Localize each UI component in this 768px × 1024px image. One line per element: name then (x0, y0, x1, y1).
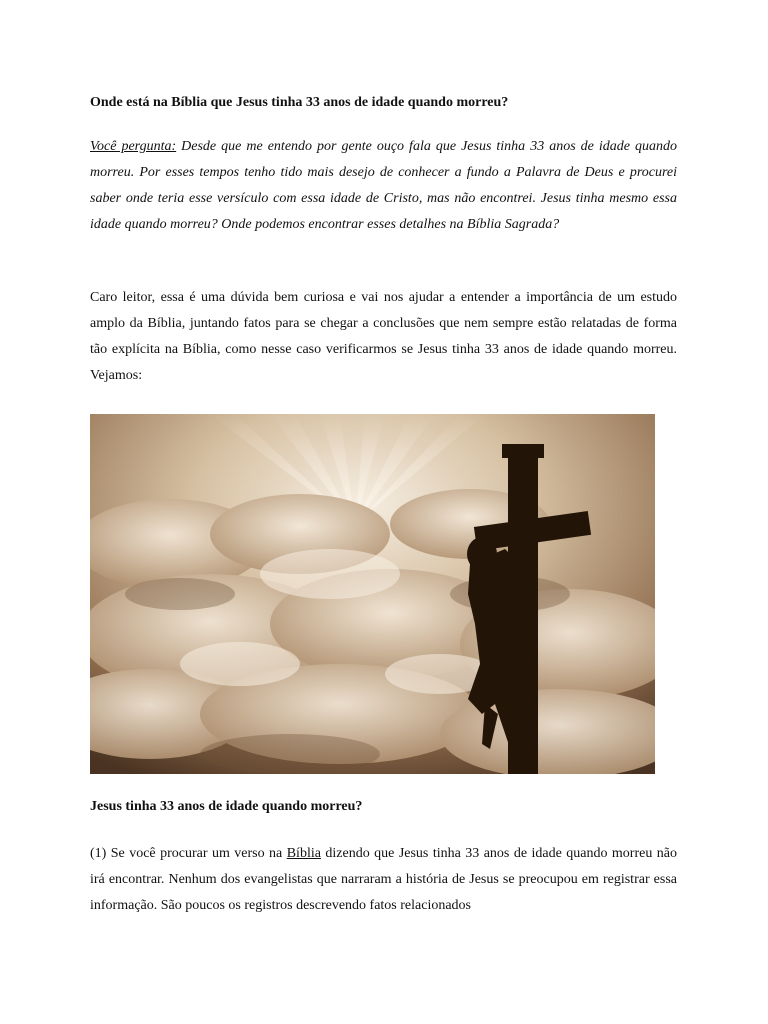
question-text: Desde que me entendo por gente ouço fala que Jesus tinha 33 anos de idade quando morreu. Por esses tempos tenho tido mais desejo de conhecer a fundo a Palavra de Deus e procurei saber onde teria esse versículo com essa idade de Cristo, mas não encontrei. Jesus tinha mesmo essa idade quando morreu? Onde podemos encontrar esses detalhes na Bíblia Sagrada? (90, 139, 678, 232)
section-heading: Jesus tinha 33 anos de idade quando morreu? (90, 799, 363, 814)
paragraph-1-suffix: dizendo que Jesus tinha 33 anos de idade quando morreu não irá encontrar. Nenhum dos evangelistas que narraram a história de Jesus se preocupou em registrar essa informação. São poucos os registros descrevendo fatos relacionados (90, 846, 677, 913)
paragraph-1 (90, 841, 677, 919)
paragraph-1-prefix: (1) Se você procurar um verso na (90, 846, 287, 861)
question-paragraph (90, 134, 677, 238)
crucifix-image (90, 414, 655, 774)
page-title: Onde está na Bíblia que Jesus tinha 33 anos de idade quando morreu? (90, 95, 509, 110)
biblia-link[interactable]: Bíblia (286, 846, 321, 861)
question-label: Você pergunta: (90, 139, 177, 154)
answer-intro-paragraph: Caro leitor, essa é uma dúvida bem curiosa e vai nos ajudar a entender a importância de um estudo amplo da Bíblia, juntando fatos para se chegar a conclusões que nem sempre estão relatadas de forma tão explícita na Bíblia, como nesse caso verificarmos se Jesus tinha 33 anos de idade quando morreu. Vejamos: (90, 290, 677, 383)
crucifix-against-clouds-image (90, 414, 655, 774)
